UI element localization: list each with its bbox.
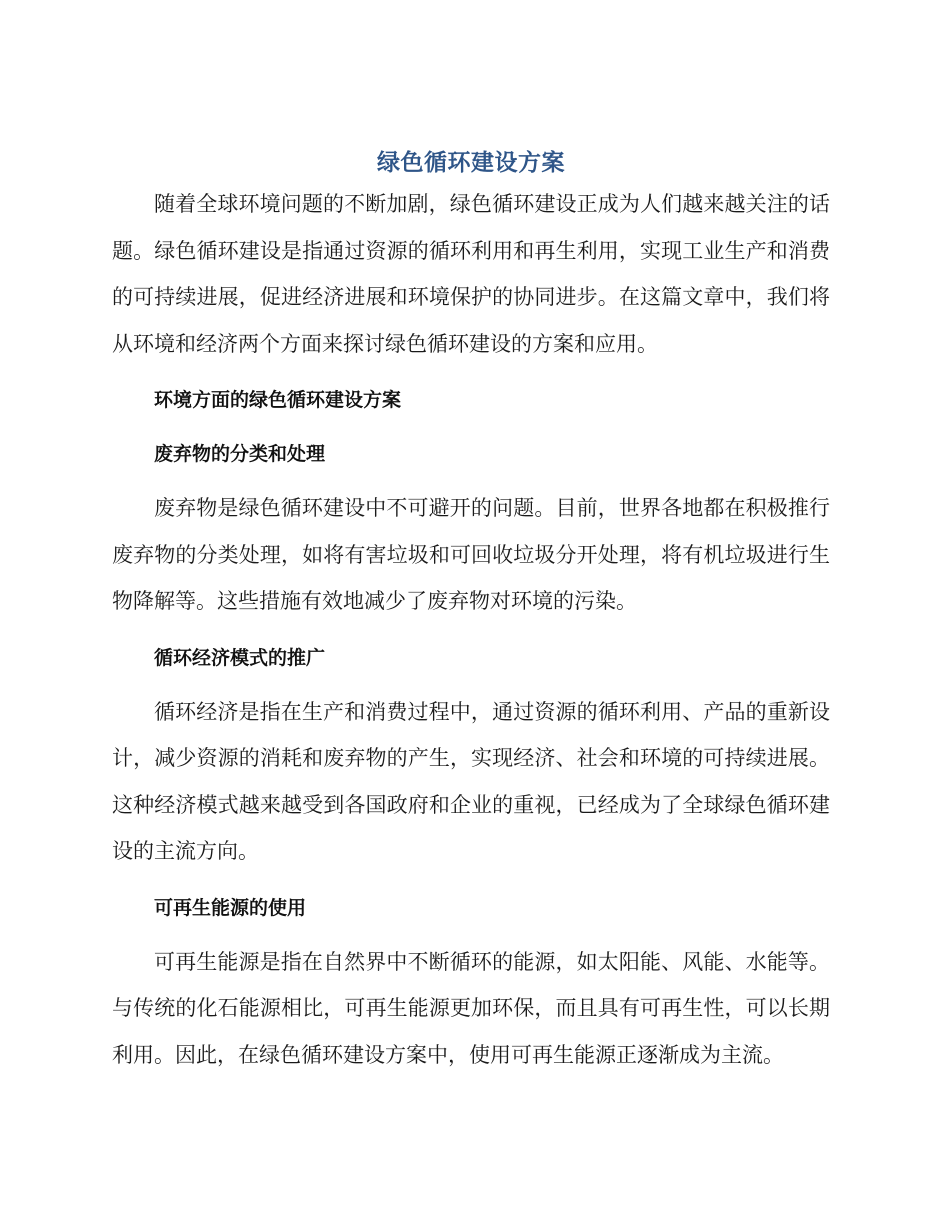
document-title: 绿色循环建设方案 [377, 150, 565, 176]
spacer [112, 875, 830, 885]
spacer [112, 477, 830, 485]
intro-paragraph: 随着全球环境问题的不断加剧，绿色循环建设正成为人们越来越关注的话题。绿色循环建设是指通过资源的循环利用和再生利用，实现工业生产和消费的可持续进展，促进经济进展和环境保护的协同进步。在这篇文章中，我们将从环境和经济两个方面来探讨绿色循环建设的方案和应用。 [112, 192, 830, 356]
spacer [112, 931, 830, 939]
section-heading: 环境方面的绿色循环建设方案 [154, 389, 402, 411]
spacer [112, 423, 830, 431]
paragraph-waste: 废弃物是绿色循环建设中不可避开的问题。目前，世界各地都在积极推行废弃物的分类处理，如将有害垃圾和可回收垃圾分开处理，将有机垃圾进行生物降解等。这些措施有效地减少了废弃物对环境的污染。 [112, 496, 830, 613]
subsection-heading-waste: 废弃物的分类和处理 [154, 443, 326, 465]
spacer [112, 681, 830, 689]
spacer [112, 625, 830, 635]
paragraph-renewable-energy: 可再生能源是指在自然界中不断循环的能源，如太阳能、风能、水能等。与传统的化石能源相比，可再生能源更加环保，而且具有可再生性，可以长期利用。因此，在绿色循环建设方案中，使用可再生能源正逐渐成为主流。 [112, 949, 830, 1067]
spacer [112, 367, 830, 377]
subsection-heading-circular-economy: 循环经济模式的推广 [154, 646, 326, 669]
paragraph-circular-economy: 循环经济是指在生产和消费过程中，通过资源的循环利用、产品的重新设计，减少资源的消耗和废弃物的产生，实现经济、社会和环境的可持续进展。这种经济模式越来越受到各国政府和企业的重视，已经成为了全球绿色循环建设的主流方向。 [112, 699, 830, 863]
subsection-heading-renewable-energy: 可再生能源的使用 [154, 896, 307, 919]
